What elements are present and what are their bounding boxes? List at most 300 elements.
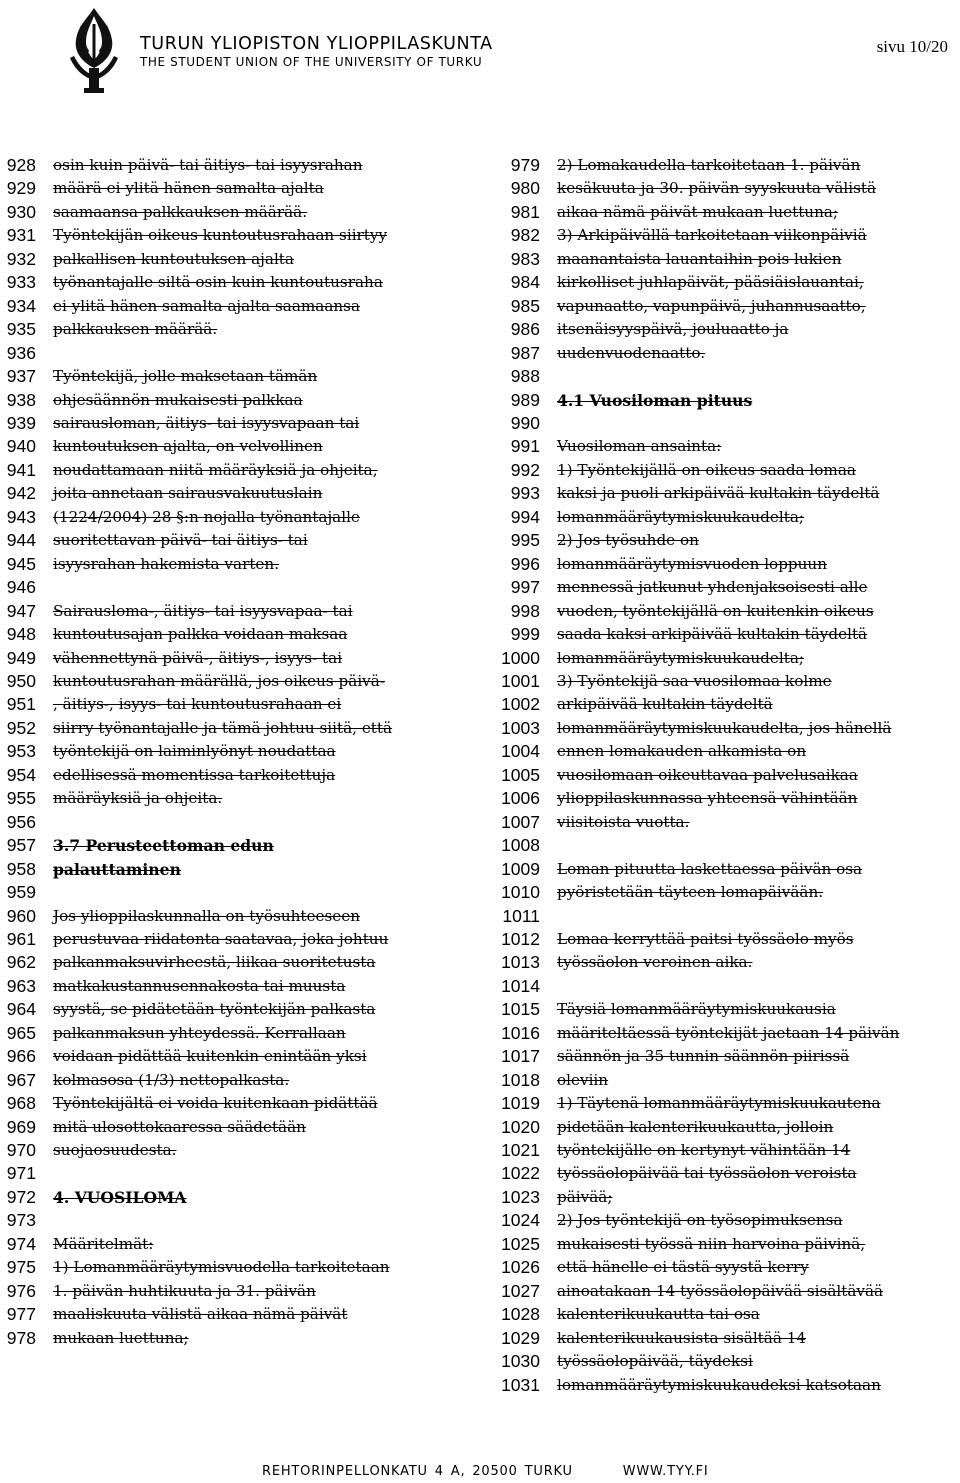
line-text: matkakustannusennakosta tai muusta <box>53 976 346 995</box>
document-line <box>492 1327 960 1350</box>
document-line <box>492 295 960 318</box>
line-number: 980 <box>510 178 540 199</box>
document-line <box>0 529 480 552</box>
line-number: 943 <box>6 506 36 527</box>
line-number: 1026 <box>501 1257 540 1278</box>
line-text: työnantajalle siltä osin kuin kuntoutusraha <box>53 273 383 292</box>
document-line <box>492 506 960 529</box>
line-text: perustuvaa riidatonta saatavaa, joka johtuu <box>53 929 389 948</box>
document-line <box>0 858 480 881</box>
document-line <box>492 365 960 388</box>
line-text: 3) Työntekijä saa vuosilomaa kolme <box>557 671 832 690</box>
line-number: 1004 <box>501 741 540 762</box>
line-number: 945 <box>6 553 36 574</box>
document-line <box>0 553 480 576</box>
line-number: 1001 <box>501 670 540 691</box>
line-text: kaksi ja puoli arkipäivää kultakin täydeltä <box>557 484 880 503</box>
document-line <box>492 1280 960 1303</box>
document-line <box>492 154 960 177</box>
document-line <box>0 975 480 998</box>
document-line <box>492 435 960 458</box>
line-text: ohjesäännön mukaisesti palkkaa <box>53 390 303 409</box>
document-line <box>492 1092 960 1115</box>
line-number: 976 <box>6 1280 36 1301</box>
line-number: 1000 <box>501 647 540 668</box>
line-text: saada kaksi arkipäivää kultakin täydeltä <box>557 625 868 644</box>
line-number: 991 <box>510 436 540 457</box>
line-number: 1003 <box>501 717 540 738</box>
page-number: sivu 10/20 <box>876 37 948 56</box>
line-text: suoritettavan päivä- tai äitiys- tai <box>53 531 308 550</box>
line-text: työssäolopäivää tai työssäolon veroista <box>557 1164 857 1183</box>
document-line <box>492 1209 960 1232</box>
document-line <box>0 811 480 834</box>
document-line <box>492 647 960 670</box>
line-number: 993 <box>510 483 540 504</box>
document-line <box>0 1069 480 1092</box>
line-number: 1023 <box>501 1186 540 1207</box>
line-number: 969 <box>6 1116 36 1137</box>
line-text: voidaan pidättää kuitenkin enintään yksi <box>53 1047 367 1066</box>
line-number: 949 <box>6 647 36 668</box>
document-line <box>0 389 480 412</box>
line-number: 968 <box>6 1093 36 1114</box>
line-text: Täysiä lomanmääräytymiskuukausia <box>557 1000 836 1019</box>
line-number: 956 <box>6 811 36 832</box>
document-line <box>0 600 480 623</box>
line-text: lomanmääräytymiskuukaudelta; <box>557 648 805 667</box>
line-text: palkanmaksun yhteydessä. Kerrallaan <box>53 1023 346 1042</box>
line-number: 983 <box>510 248 540 269</box>
line-number: 948 <box>6 624 36 645</box>
line-text: kirkolliset juhlapäivät, pääsiäislauantai, <box>557 273 864 292</box>
line-text: vuoden, työntekijällä on kuitenkin oikeus <box>557 601 874 620</box>
line-text: Työntekijän oikeus kuntoutusrahaan siirtyy <box>53 226 388 245</box>
line-number: 960 <box>6 905 36 926</box>
line-text: maanantaista lauantaihin pois lukien <box>557 249 842 268</box>
line-number: 940 <box>6 436 36 457</box>
line-number: 1010 <box>501 882 540 903</box>
document-line <box>492 623 960 646</box>
line-number: 941 <box>6 459 36 480</box>
document-line <box>0 1233 480 1256</box>
line-number: 962 <box>6 952 36 973</box>
line-number: 1021 <box>501 1140 540 1161</box>
document-line <box>0 177 480 200</box>
line-number: 953 <box>6 741 36 762</box>
line-number: 957 <box>6 835 36 856</box>
line-text: , äitiys-, isyys- tai kuntoutusrahaan ei <box>53 695 342 714</box>
line-number: 950 <box>6 670 36 691</box>
line-number: 1017 <box>501 1046 540 1067</box>
document-line <box>0 154 480 177</box>
line-number: 961 <box>6 928 36 949</box>
line-text: lomanmääräytymiskuukaudeksi katsotaan <box>557 1375 881 1394</box>
line-text: oleviin <box>557 1070 609 1089</box>
line-text: 1) Täytenä lomanmääräytymiskuukautena <box>557 1094 881 1113</box>
document-line <box>492 1256 960 1279</box>
line-text: vuosilomaan oikeuttavaa palvelusaikaa <box>557 765 858 784</box>
line-text: Sairausloma-, äitiys- tai isyysvapaa- tai <box>53 601 353 620</box>
line-number: 959 <box>6 882 36 903</box>
line-text: että hänelle ei tästä syystä kerry <box>557 1258 809 1277</box>
document-line <box>0 998 480 1021</box>
document-line <box>492 787 960 810</box>
document-line <box>0 506 480 529</box>
line-text: 2) Jos työsuhde on <box>557 531 699 550</box>
org-name: TURUN YLIOPISTON YLIOPPILASKUNTA <box>140 34 493 54</box>
line-number: 932 <box>6 248 36 269</box>
line-number: 994 <box>510 506 540 527</box>
line-number: 1009 <box>501 858 540 879</box>
document-line <box>492 905 960 928</box>
line-text: Määritelmät: <box>53 1234 154 1253</box>
line-text: ennen lomakauden alkamista on <box>557 742 807 761</box>
line-number: 1012 <box>501 928 540 949</box>
document-line <box>0 342 480 365</box>
line-text: työssäolopäivää, täydeksi <box>557 1352 753 1371</box>
line-number: 970 <box>6 1140 36 1161</box>
line-number: 936 <box>6 342 36 363</box>
line-number: 951 <box>6 694 36 715</box>
document-line <box>0 905 480 928</box>
document-line <box>0 1162 480 1185</box>
line-number: 977 <box>6 1304 36 1325</box>
line-number: 1007 <box>501 811 540 832</box>
line-text: 1. päivän huhtikuuta ja 31. päivän <box>53 1281 316 1300</box>
document-line <box>492 177 960 200</box>
line-number: 934 <box>6 295 36 316</box>
line-number: 975 <box>6 1257 36 1278</box>
document-line <box>492 764 960 787</box>
document-line <box>492 740 960 763</box>
line-text: palkkauksen määrää. <box>53 320 218 339</box>
line-text: mukaisesti työssä niin harvoina päivinä, <box>557 1234 866 1253</box>
document-line <box>0 881 480 904</box>
document-line <box>0 1327 480 1350</box>
document-line <box>0 435 480 458</box>
document-line <box>492 717 960 740</box>
section-heading: 3.7 Perusteettoman edun <box>53 836 274 856</box>
line-text: kesäkuuta ja 30. päivän syyskuuta välistä <box>557 179 877 198</box>
footer-address: REHTORINPELLONKATU 4 A, 20500 TURKU <box>262 1464 573 1479</box>
document-line <box>492 998 960 1021</box>
document-line <box>0 1092 480 1115</box>
line-text: päivää; <box>557 1187 613 1206</box>
line-number: 985 <box>510 295 540 316</box>
line-number: 972 <box>6 1186 36 1207</box>
line-text: Lomaa kerryttää paitsi työssäolo myös <box>557 929 854 948</box>
document-line <box>0 271 480 294</box>
document-line <box>0 1045 480 1068</box>
line-number: 947 <box>6 600 36 621</box>
line-number: 1005 <box>501 764 540 785</box>
line-text: lomanmääräytymiskuukaudelta, jos hänellä <box>557 718 892 737</box>
document-line <box>492 1116 960 1139</box>
document-line <box>0 1303 480 1326</box>
document-line <box>0 928 480 951</box>
line-number: 982 <box>510 225 540 246</box>
document-line <box>492 811 960 834</box>
line-number: 1024 <box>501 1210 540 1231</box>
line-text: Työntekijä, jolle maksetaan tämän <box>53 367 318 386</box>
line-number: 992 <box>510 459 540 480</box>
section-heading: 4.1 Vuosiloman pituus <box>557 390 753 410</box>
line-number: 931 <box>6 225 36 246</box>
line-text: osin kuin päivä- tai äitiys- tai isyysrahan <box>53 156 363 174</box>
line-number: 958 <box>6 858 36 879</box>
line-text: kolmasosa (1/3) nettopalkasta. <box>53 1070 290 1089</box>
line-number: 935 <box>6 319 36 340</box>
document-line <box>492 881 960 904</box>
line-text: vähennettynä päivä-, äitiys-, isyys- tai <box>53 648 343 667</box>
document-line <box>492 928 960 951</box>
line-text: syystä, se pidätetään työntekijän palkasta <box>53 1000 376 1019</box>
line-text: viisitoista vuotta. <box>557 812 690 831</box>
line-number: 1028 <box>501 1304 540 1325</box>
line-number: 1014 <box>501 975 540 996</box>
line-text: Loman pituutta laskettaessa päivän osa <box>557 859 863 878</box>
line-number: 1031 <box>501 1374 540 1395</box>
line-number: 1008 <box>501 835 540 856</box>
line-text: uudenvuodenaatto. <box>557 343 706 362</box>
line-text: kuntoutusrahan määrällä, jos oikeus päivä- <box>53 671 385 690</box>
document-line <box>492 670 960 693</box>
line-number: 981 <box>510 201 540 222</box>
line-number: 988 <box>510 366 540 387</box>
line-number: 973 <box>6 1210 36 1231</box>
document-line <box>492 1162 960 1185</box>
document-line <box>492 389 960 412</box>
line-number: 987 <box>510 342 540 363</box>
line-text: suojaosuudesta. <box>53 1141 177 1160</box>
line-number: 1020 <box>501 1116 540 1137</box>
document-line <box>492 459 960 482</box>
line-text: mitä ulosottokaaressa säädetään <box>53 1117 306 1136</box>
line-text: työssäolon veroinen aika. <box>557 953 753 972</box>
line-number: 929 <box>6 178 36 199</box>
line-text: ei ylitä hänen samalta ajalta saamaansa <box>53 296 361 315</box>
line-text: joita annetaan sairausvakuutuslain <box>53 484 323 503</box>
document-line <box>0 740 480 763</box>
line-text: palkallisen kuntoutuksen ajalta <box>53 249 294 268</box>
line-text: kalenterikuukausista sisältää 14 <box>557 1328 807 1347</box>
line-number: 974 <box>6 1233 36 1254</box>
line-text: työntekijä on laiminlyönyt noudattaa <box>53 742 336 761</box>
document-line <box>492 248 960 271</box>
line-text: määräyksiä ja ohjeita. <box>53 789 223 808</box>
document-line <box>0 1022 480 1045</box>
line-number: 963 <box>6 975 36 996</box>
line-text: Vuosiloman ansainta: <box>557 437 722 456</box>
line-number: 1029 <box>501 1327 540 1348</box>
line-text: 3) Arkipäivällä tarkoitetaan viikonpäiviä <box>557 226 867 245</box>
line-number: 1016 <box>501 1022 540 1043</box>
document-line <box>492 951 960 974</box>
document-line <box>0 1116 480 1139</box>
line-text: 1) Työntekijällä on oikeus saada lomaa <box>557 460 856 479</box>
line-number: 986 <box>510 319 540 340</box>
line-text: saamaansa palkkauksen määrää. <box>53 202 308 221</box>
org-subtitle: THE STUDENT UNION OF THE UNIVERSITY OF TURKU <box>140 55 483 69</box>
line-text: aikaa nämä päivät mukaan luettuna; <box>557 202 839 221</box>
line-number: 1025 <box>501 1233 540 1254</box>
document-line <box>0 224 480 247</box>
document-line <box>0 764 480 787</box>
document-line <box>0 647 480 670</box>
line-text: arkipäivää kultakin täydeltä <box>557 695 773 714</box>
line-text: noudattamaan niitä määräyksiä ja ohjeita, <box>53 460 378 479</box>
line-text: määrä ei ylitä hänen samalta ajalta <box>53 179 324 198</box>
section-heading: palauttaminen <box>53 859 181 879</box>
line-number: 1027 <box>501 1280 540 1301</box>
document-line <box>0 576 480 599</box>
document-line <box>0 201 480 224</box>
line-text: määriteltäessä työntekijät jaetaan 14 päivän <box>557 1023 900 1042</box>
document-line <box>0 834 480 857</box>
line-text: säännön ja 35 tunnin säännön piirissä <box>557 1047 850 1066</box>
document-line <box>492 576 960 599</box>
page-header <box>0 0 960 100</box>
document-line <box>0 623 480 646</box>
line-number: 978 <box>6 1327 36 1348</box>
line-text: työntekijälle on kertynyt vähintään 14 <box>557 1141 851 1160</box>
document-line <box>0 1209 480 1232</box>
line-text: Työntekijältä ei voida kuitenkaan pidättää <box>53 1094 378 1113</box>
document-line <box>492 201 960 224</box>
document-line <box>0 1256 480 1279</box>
document-line <box>492 975 960 998</box>
document-line <box>492 1139 960 1162</box>
line-number: 989 <box>510 389 540 410</box>
document-line <box>492 412 960 435</box>
line-number: 1013 <box>501 952 540 973</box>
document-line <box>0 412 480 435</box>
line-number: 1011 <box>502 905 540 926</box>
line-number: 1019 <box>501 1093 540 1114</box>
line-number: 1018 <box>501 1069 540 1090</box>
line-number: 984 <box>510 272 540 293</box>
line-text: kuntoutusajan palkka voidaan maksaa <box>53 625 348 644</box>
document-line <box>492 553 960 576</box>
line-number: 1015 <box>501 999 540 1020</box>
document-line <box>492 1045 960 1068</box>
line-number: 964 <box>6 999 36 1020</box>
line-text: pidetään kalenterikuukautta, jolloin <box>557 1117 834 1136</box>
line-number: 990 <box>510 412 540 433</box>
line-number: 1022 <box>501 1163 540 1184</box>
line-number: 939 <box>6 412 36 433</box>
line-number: 996 <box>510 553 540 574</box>
line-text: edellisessä momentissa tarkoitettuja <box>53 765 336 784</box>
line-text: (1224/2004) 28 §:n nojalla työnantajalle <box>53 507 360 526</box>
document-line <box>492 600 960 623</box>
document-line <box>492 271 960 294</box>
torch-crest-logo <box>56 6 132 94</box>
line-number: 966 <box>6 1046 36 1067</box>
line-number: 946 <box>6 577 36 598</box>
footer-website: WWW.TYY.FI <box>622 1464 709 1479</box>
line-text: mennessä jatkunut yhdenjaksoisesti alle <box>557 578 868 597</box>
line-number: 942 <box>6 483 36 504</box>
document-line <box>0 482 480 505</box>
document-line <box>492 834 960 857</box>
line-text: lomanmääräytymisvuoden loppuun <box>557 554 827 573</box>
line-number: 938 <box>6 389 36 410</box>
right-column <box>492 154 960 1397</box>
document-line <box>492 529 960 552</box>
line-number: 952 <box>6 717 36 738</box>
line-number: 967 <box>6 1069 36 1090</box>
line-text: 2) Jos työntekijä on työsopimuksensa <box>557 1211 843 1230</box>
document-line <box>492 858 960 881</box>
document-line <box>492 1303 960 1326</box>
line-number: 1006 <box>501 788 540 809</box>
section-heading: 4. VUOSILOMA <box>53 1187 187 1207</box>
line-number: 999 <box>510 624 540 645</box>
line-text: 1) Lomanmääräytymisvuodella tarkoitetaan <box>53 1258 390 1277</box>
document-line <box>492 342 960 365</box>
document-line <box>0 459 480 482</box>
line-number: 930 <box>6 201 36 222</box>
line-number: 955 <box>6 788 36 809</box>
line-text: itsenäisyyspäivä, jouluaatto ja <box>557 320 789 339</box>
line-text: kalenterikuukautta tai osa <box>557 1305 760 1324</box>
document-line <box>0 318 480 341</box>
document-line <box>492 1186 960 1209</box>
document-line <box>492 1350 960 1373</box>
document-line <box>492 693 960 716</box>
line-text: kuntoutuksen ajalta, on velvollinen <box>53 437 323 456</box>
line-number: 971 <box>6 1163 36 1184</box>
document-line <box>492 1022 960 1045</box>
document-line <box>0 1280 480 1303</box>
line-number: 933 <box>6 272 36 293</box>
line-text: ylioppilaskunnassa yhteensä vähintään <box>557 789 858 808</box>
line-text: vapunaatto, vapunpäivä, juhannusaatto, <box>557 296 866 315</box>
document-line <box>492 1233 960 1256</box>
document-line <box>0 951 480 974</box>
line-number: 954 <box>6 764 36 785</box>
line-text: lomanmääräytymiskuukaudelta; <box>557 507 805 526</box>
line-number: 944 <box>6 530 36 551</box>
left-column <box>0 154 480 1350</box>
line-text: maaliskuuta välistä aikaa nämä päivät <box>53 1305 348 1324</box>
line-number: 997 <box>510 577 540 598</box>
line-text: Jos ylioppilaskunnalla on työsuhteeseen <box>53 906 361 925</box>
line-number: 998 <box>510 600 540 621</box>
document-line <box>0 1186 480 1209</box>
line-text: palkanmaksuvirheestä, liikaa suoritetusta <box>53 953 376 972</box>
line-text: pyöristetään täyteen lomapäivään. <box>557 883 824 902</box>
document-line <box>0 365 480 388</box>
document-line <box>492 318 960 341</box>
document-line <box>492 482 960 505</box>
line-number: 979 <box>510 155 540 175</box>
document-line <box>0 693 480 716</box>
line-number: 1030 <box>501 1351 540 1372</box>
document-line <box>0 248 480 271</box>
document-line <box>0 787 480 810</box>
document-line <box>0 717 480 740</box>
line-number: 937 <box>6 366 36 387</box>
line-number: 965 <box>6 1022 36 1043</box>
document-line <box>0 295 480 318</box>
line-number: 995 <box>510 530 540 551</box>
line-number: 928 <box>6 155 36 175</box>
line-text: mukaan luettuna; <box>53 1328 189 1347</box>
document-line <box>0 670 480 693</box>
